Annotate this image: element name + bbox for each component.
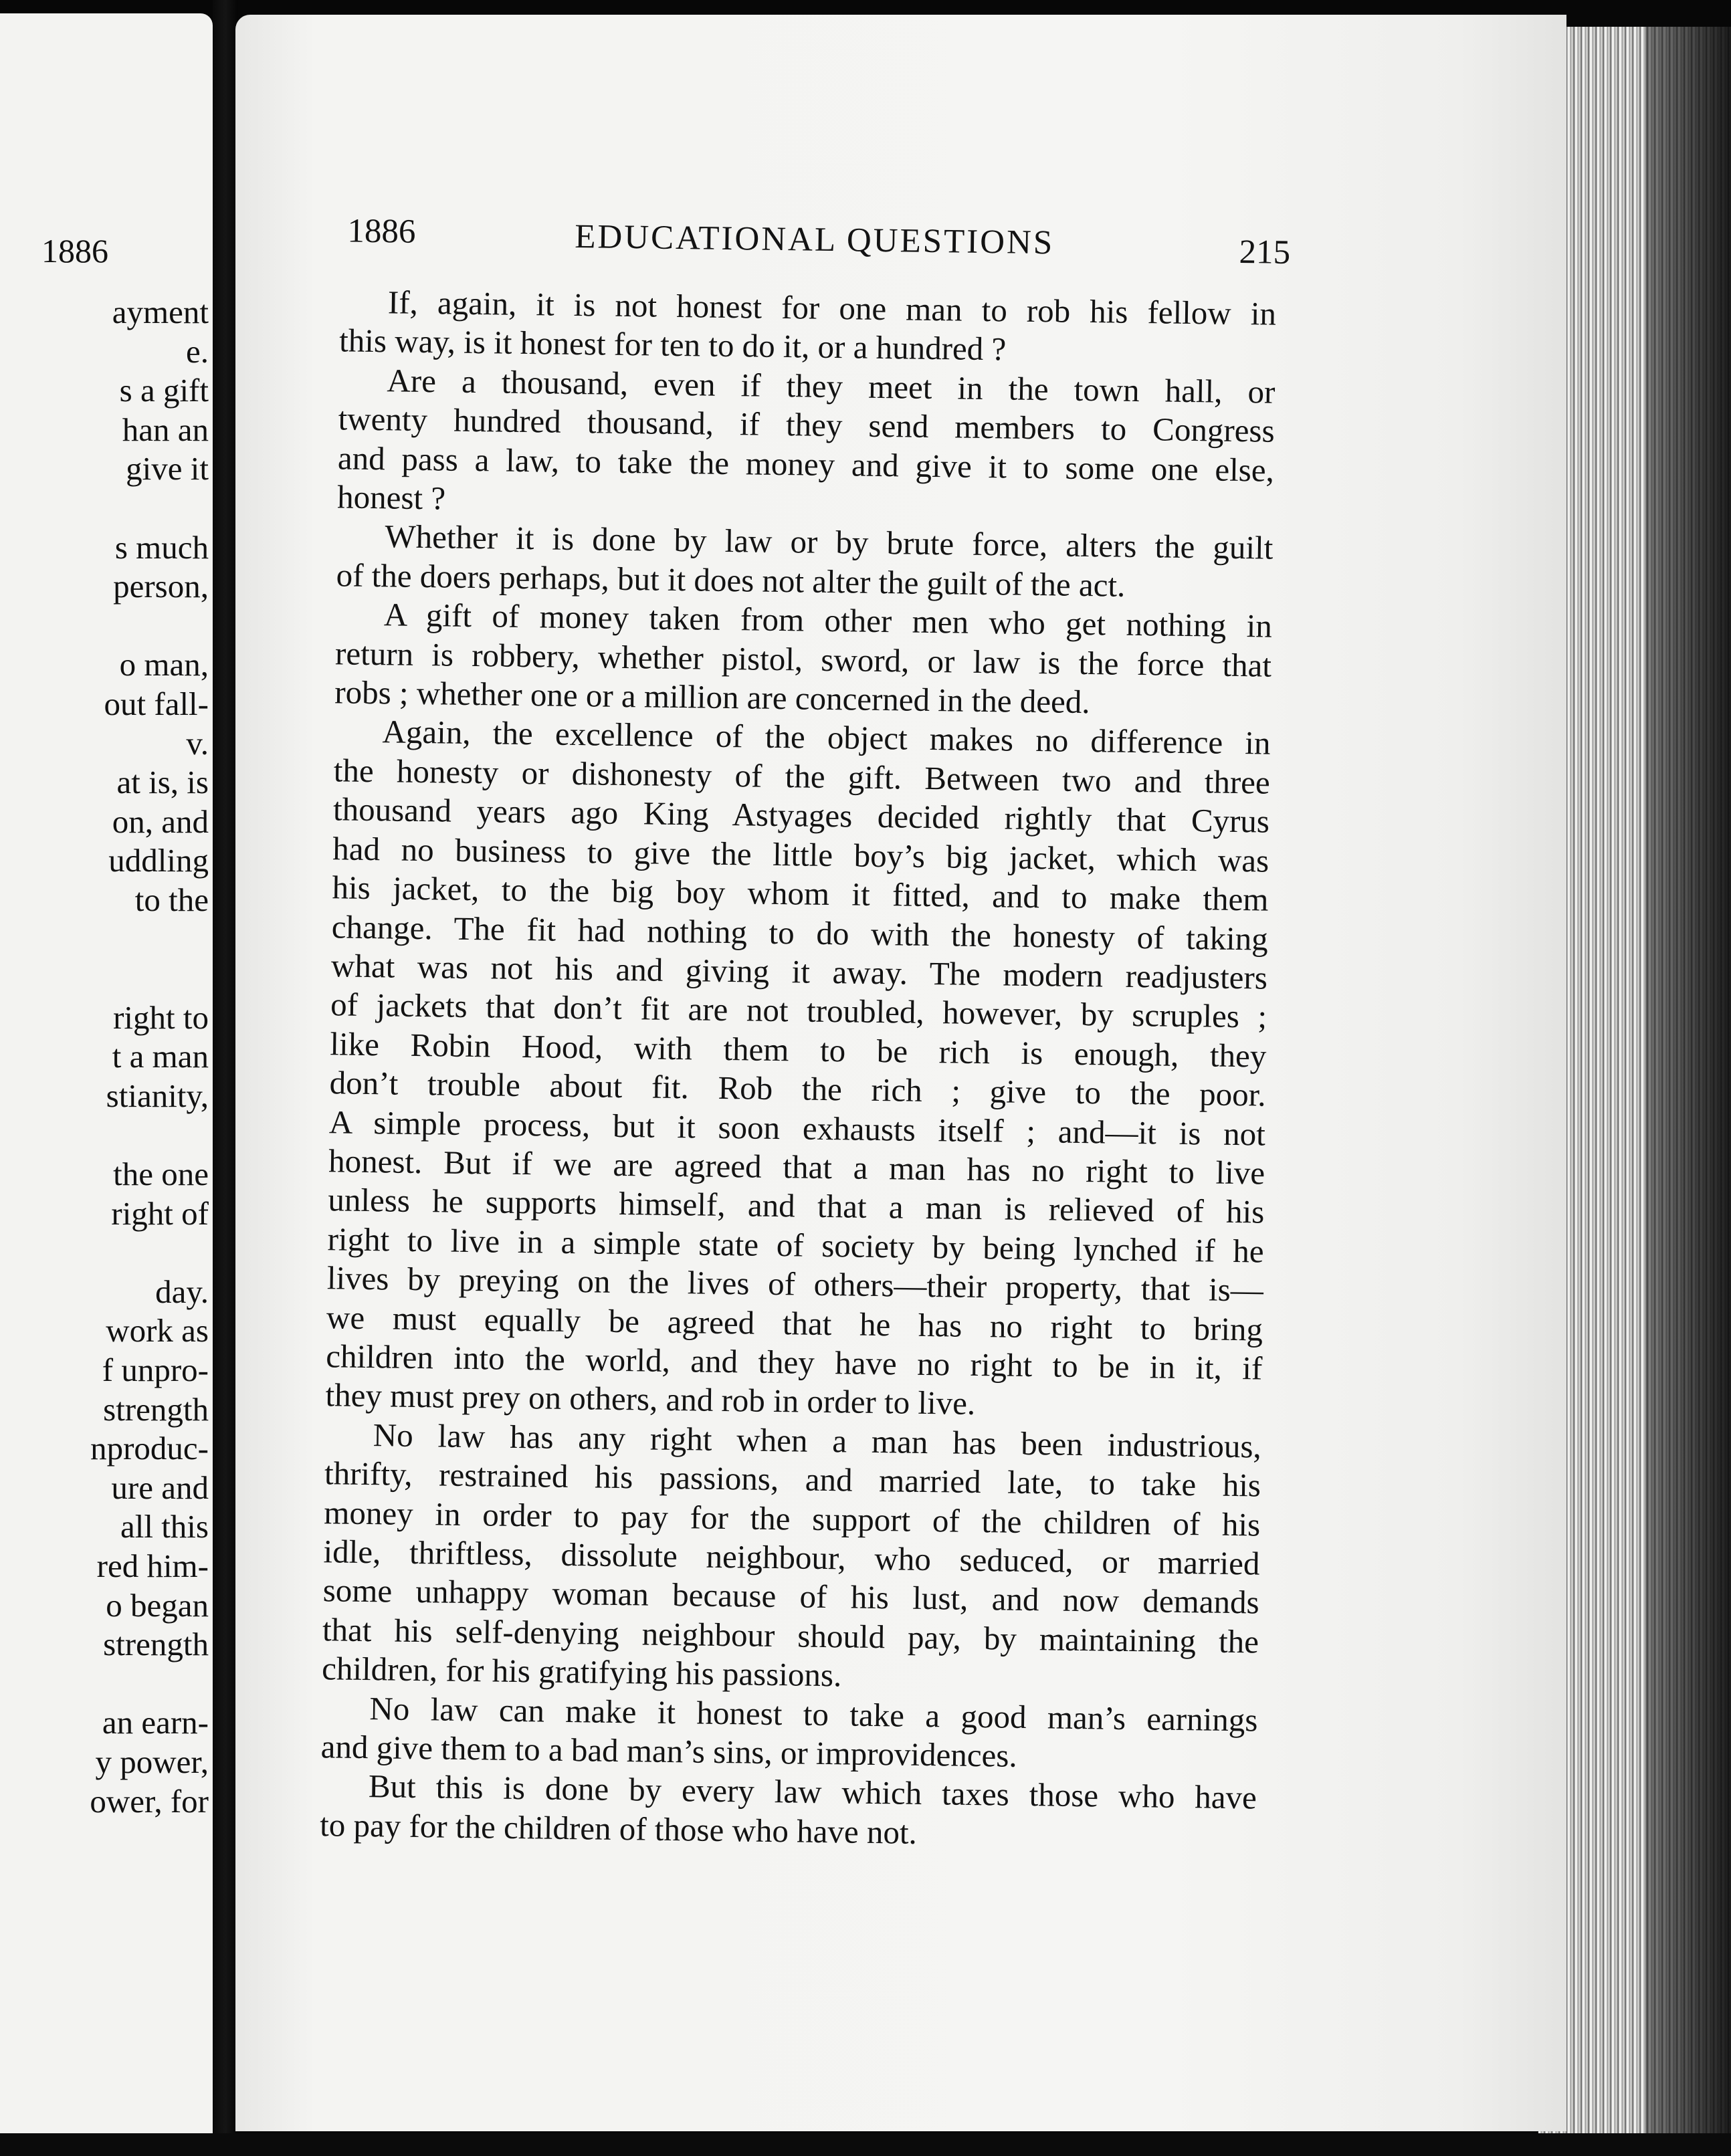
paragraph (320, 1689, 1257, 1779)
left-page-line: give it (126, 450, 209, 488)
left-page-line: out fall- (104, 685, 209, 722)
left-page-line: e. (186, 332, 209, 370)
text-line: Are a thousand, even if they meet in the town hall, or (387, 362, 1276, 411)
paragraph (339, 282, 1276, 372)
text-line: No law has any right when a man has been industrious, (373, 1416, 1262, 1465)
text-line: change. The fit had nothing to do with the honesty of taking (331, 907, 1269, 958)
left-page-line: right to (113, 998, 209, 1036)
text-line: lives by preying on the lives of others—their property, that is— (326, 1259, 1264, 1309)
left-page-line: strength (103, 1390, 209, 1428)
text-line: Again, the excellence of the object makes no difference in (382, 713, 1271, 762)
paragraph (325, 712, 1271, 1428)
text-line: we must equally be agreed that he has no right to bring (326, 1298, 1263, 1348)
book-gutter (213, 0, 238, 2156)
left-page-line: red him- (96, 1547, 209, 1584)
text-line: had no business to give the little boy’s big jacket, which was (332, 829, 1269, 879)
text-line: A gift of money taken from other men who get nothing in (383, 596, 1273, 645)
left-page-line (0, 489, 209, 528)
left-page-line: the one (113, 1156, 209, 1193)
left-page-line: s much (114, 528, 209, 566)
body-text (320, 282, 1276, 1856)
text-line: children, for his gratifying his passions. (321, 1650, 842, 1694)
left-page-line: strength (103, 1626, 209, 1663)
header-year: 1886 (347, 212, 416, 251)
left-page-line: person, (113, 568, 209, 605)
left-page-fragment (0, 13, 213, 2150)
left-page-line: nproduc- (90, 1430, 209, 1467)
text-line: honest. But if we are agreed that a man has no right to live (328, 1142, 1265, 1192)
left-page-line: on, and (112, 802, 209, 840)
left-page-line (0, 607, 209, 646)
left-page-line: uddling (108, 842, 209, 879)
text-line: children into the world, and they have no right to be in it, if (326, 1337, 1263, 1387)
text-line: this way, is it honest for ten to do it, or a hundred ? (338, 322, 1007, 368)
text-line: to pay for the children of those who have not. (319, 1806, 918, 1851)
text-line: No law can make it honest to take a good man’s earnings (369, 1689, 1258, 1739)
left-page-line: ower, for (90, 1782, 209, 1820)
left-page-line: t a man (112, 1038, 209, 1075)
left-page-line (0, 1233, 209, 1273)
left-page-line: an earn- (102, 1704, 209, 1741)
text-line: robs ; whether one or a million are concerned in the deed. (334, 673, 1090, 721)
text-line: A simple process, but it soon exhausts itself ; and—it is not (328, 1103, 1266, 1153)
left-page-line: y power, (95, 1743, 209, 1780)
paragraph (322, 1415, 1261, 1701)
left-page-line (0, 1115, 209, 1155)
left-page-line (0, 959, 209, 998)
left-page-line: at is, is (116, 764, 209, 801)
paragraph (320, 1767, 1257, 1857)
left-page-line: o began (106, 1586, 209, 1624)
left-page-line (0, 920, 209, 960)
left-page-line: work as (106, 1312, 209, 1350)
text-line: don’t trouble about fit. Rob the rich ; give to the poor. (329, 1064, 1266, 1113)
text-line: twenty hundred thousand, if they send members to Congress (338, 400, 1275, 449)
text-line: they must prey on others, and rob in order to live. (325, 1376, 976, 1422)
text-line: what was not his and giving it away. The modern readjusters (330, 947, 1268, 996)
left-page-line (0, 1664, 209, 1704)
left-page-line: v. (186, 724, 209, 762)
text-line: the honesty or dishonesty of the gift. Between two and three (333, 752, 1271, 801)
text-line: that his self-denying neighbour should pay, by maintaining the (322, 1611, 1259, 1660)
left-page-text-fragments (0, 293, 209, 1821)
text-line: But this is done by every law which taxes those who have (368, 1767, 1257, 1816)
text-line: of jackets that don’t fit are not troubled, however, by scruples ; (330, 986, 1267, 1035)
paragraph (337, 360, 1276, 529)
left-page-line: stianity, (106, 1077, 209, 1114)
left-page-line: to the (134, 881, 209, 918)
left-page-line: s a gift (119, 372, 209, 409)
text-line: and give them to a bad man’s sins, or improvidences. (320, 1728, 1018, 1774)
text-line: his jacket, to the big boy whom it fitted, and to make them (332, 869, 1269, 918)
text-line: idle, thriftless, dissolute neighbour, who seduced, or married (323, 1533, 1260, 1582)
left-page-line: o man, (119, 646, 209, 683)
left-page-line: ayment (112, 294, 209, 330)
running-title: EDUCATIONAL QUESTIONS (574, 217, 1055, 262)
paragraph (336, 517, 1273, 607)
scan-bottom-edge (0, 2133, 1731, 2156)
left-page-header-year: 1886 (41, 232, 108, 270)
left-page-line: f unpro- (102, 1352, 209, 1389)
text-line: thousand years ago King Astyages decided rightly that Cyrus (332, 790, 1270, 840)
text-line: thrifty, restrained his passions, and married late, to take his (324, 1454, 1261, 1504)
text-line: right to live in a simple state of society by being lynched if he (327, 1220, 1264, 1270)
page-number: 215 (1239, 233, 1291, 272)
left-page-line: ure and (111, 1469, 209, 1506)
text-line: unless he supports himself, and that a man is relieved of his (328, 1181, 1265, 1230)
left-page-line: all this (120, 1508, 209, 1545)
text-line: of the doers perhaps, but it does not alter the guilt of the act. (336, 556, 1126, 604)
left-page-line: day. (155, 1273, 209, 1310)
text-line: like Robin Hood, with them to be rich is enough, they (330, 1025, 1267, 1075)
text-line: return is robbery, whether pistol, sword, or law is the force that (334, 634, 1272, 684)
left-page-line: han an (122, 411, 209, 448)
text-line: Whether it is done by law or by brute force, alters the guilt (385, 518, 1274, 567)
paragraph (334, 595, 1272, 725)
text-line: and pass a law, to take the money and give it to some one else, (337, 439, 1275, 489)
page-edges (1538, 27, 1731, 2156)
text-line: If, again, it is not honest for one man to rob his fellow in (387, 284, 1277, 332)
text-line: honest ? (336, 478, 446, 517)
text-line: money in order to pay for the support of the children of his (323, 1493, 1261, 1543)
left-page-line: right of (111, 1194, 209, 1232)
text-line: some unhappy woman because of his lust, and now demands (322, 1572, 1260, 1621)
